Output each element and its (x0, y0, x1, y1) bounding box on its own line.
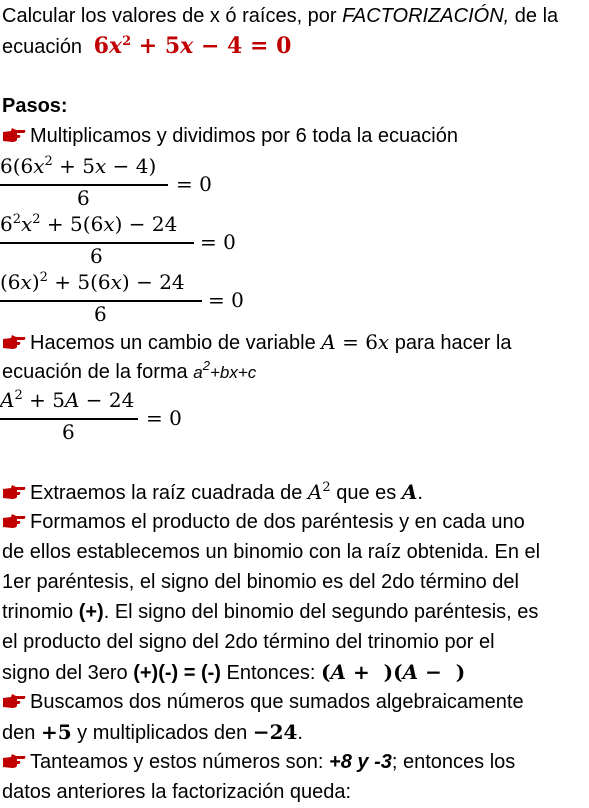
pointing-hand-icon (2, 484, 26, 500)
pointing-hand-icon (2, 753, 26, 769)
step-3-text-mid: que es (330, 482, 402, 504)
fraction-1-numerator: $6(6x^2 + 5x - 4)$ (0, 154, 157, 178)
fraction-4-equals: = 0 (146, 406, 182, 430)
fraction-2-denominator: 6 (90, 244, 103, 268)
step-2-line-2 (2, 358, 256, 387)
intro-line-2 (2, 32, 291, 61)
step-1-text (2, 122, 458, 150)
fraction-3-equals: = 0 (208, 288, 244, 312)
sign-rule: (+)(-) = (-) (133, 662, 221, 684)
pointing-hand-icon (2, 693, 26, 709)
step-5-line-2 (2, 718, 303, 747)
step-4-line-2: de ellos establecemos un binomio con la raíz obtenida. En el (2, 541, 541, 563)
fraction-2-numerator: $6^2x^2 + 5(6x) - 24$ (0, 212, 178, 236)
main-equation: $6x^2 + 5x - 4 = 0$ (93, 33, 292, 59)
intro-text: Calcular los valores de x ó raíces, por (2, 5, 343, 27)
step-2-text-tail: para hacer la (389, 332, 512, 354)
step-4-entonces: Entonces: (220, 662, 322, 684)
method-name: FACTORIZACIÓN, (342, 5, 510, 27)
root-a: A (401, 480, 418, 504)
fraction-4-numerator: $A^2 + 5A - 24$ (0, 388, 135, 412)
step-4-line-6 (2, 658, 465, 687)
fraction-1-equals: = 0 (176, 172, 212, 196)
intro-ecuacion-label: ecuación (2, 36, 88, 58)
sum-value: +5 (40, 720, 72, 744)
binomial-product: (A + )(A − ) (321, 660, 466, 684)
fraction-2-equals: = 0 (200, 230, 236, 254)
step-5-period: . (297, 722, 303, 744)
step-4-text-1: Formamos el producto de dos paréntesis y en cada uno (30, 511, 525, 533)
step-5-text-1: Buscamos dos números que sumados algebraicamente (30, 691, 524, 713)
step-5-den: den (2, 722, 41, 744)
quadratic-form: $a^2+bx+c$ (193, 358, 257, 382)
found-numbers: +8 y -3 (329, 751, 392, 773)
fraction-1-denominator: 6 (77, 186, 90, 210)
plus-sign: (+) (78, 601, 104, 623)
intro-text-tail: de la (509, 5, 559, 27)
pointing-hand-icon (2, 513, 26, 529)
step-4-line-5: el producto del signo del 2do término del trinomio por el (2, 631, 495, 653)
fraction-1 (0, 154, 240, 212)
fraction-4 (0, 388, 200, 446)
step-4-text-4b: . El signo del binomio del segundo paréntesis, es (103, 601, 539, 623)
step-2-form-label: ecuación de la forma (2, 361, 194, 383)
substitution: A = 6x (321, 330, 390, 354)
product-value: −24 (252, 720, 298, 744)
pointing-hand-icon (2, 334, 26, 350)
fraction-4-denominator: 6 (62, 420, 75, 444)
step-4-line-1 (2, 508, 525, 536)
step-4-line-4 (2, 598, 538, 626)
step-2-line-1 (2, 328, 512, 357)
step-6-text-2: ; entonces los (391, 751, 516, 773)
step-6-line-2: datos anteriores la factorización queda: (2, 781, 352, 803)
step-2-text: Hacemos un cambio de variable (30, 332, 322, 354)
fraction-3 (0, 270, 260, 328)
step-4-signo: signo del 3ero (2, 662, 134, 684)
step-6-text-1: Tanteamos y estos números son: (30, 751, 330, 773)
step-6-line-1 (2, 748, 515, 776)
intro-line-1 (2, 2, 558, 30)
step-4-trinomio: trinomio (2, 601, 79, 623)
step-1-label: Multiplicamos y dividimos por 6 toda la ecuación (30, 125, 458, 147)
fraction-3-denominator: 6 (94, 302, 107, 326)
pointing-hand-icon (2, 127, 26, 143)
step-5-text-3: y multiplicados den (71, 722, 253, 744)
fraction-2 (0, 212, 260, 270)
step-3-period: . (417, 482, 423, 504)
step-3-line (2, 478, 423, 507)
steps-heading: Pasos: (2, 95, 68, 117)
step-4-line-3: 1er paréntesis, el signo del binomio es del 2do término del (2, 571, 519, 593)
fraction-3-numerator: $(6x)^2 + 5(6x) - 24$ (0, 270, 185, 294)
step-3-text: Extraemos la raíz cuadrada de (30, 482, 308, 504)
step-5-line-1 (2, 688, 524, 716)
a-squared: $A^2$ (307, 480, 331, 504)
